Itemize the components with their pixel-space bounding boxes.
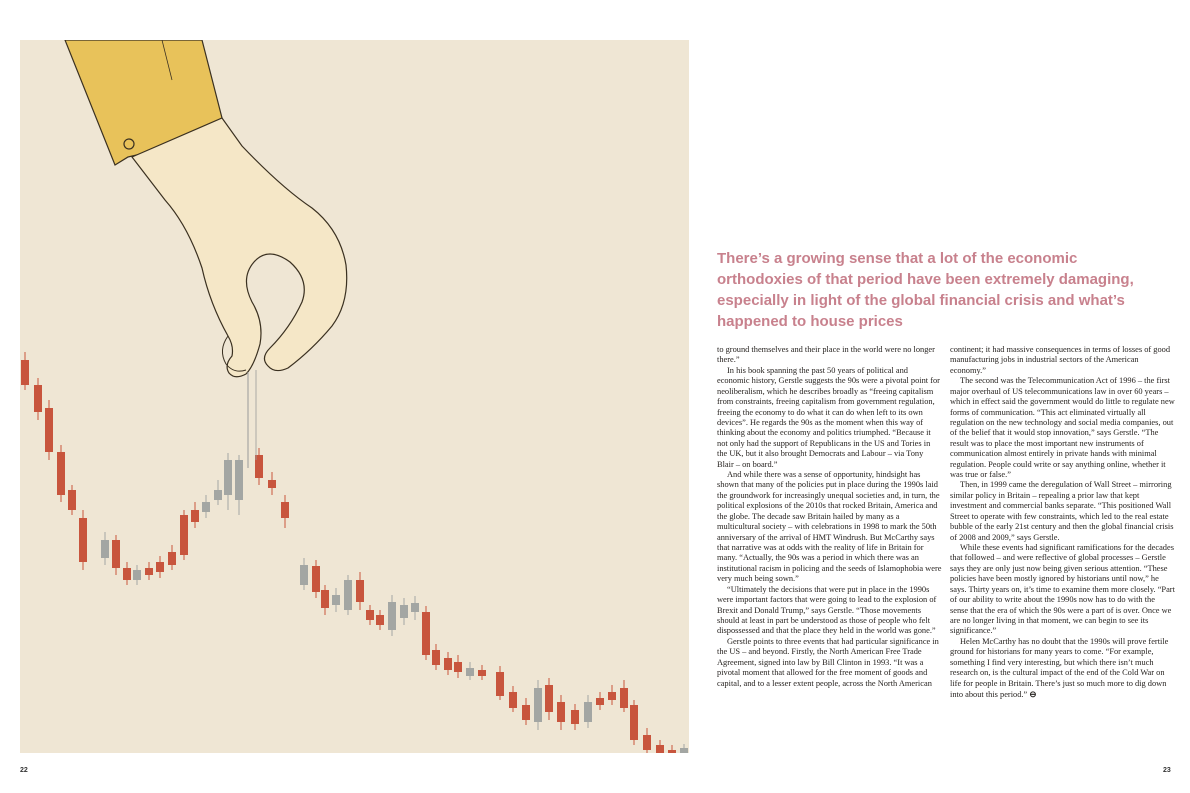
candle-down — [191, 510, 199, 522]
candle-up — [400, 605, 408, 618]
candle-down — [668, 750, 676, 753]
candle-down — [444, 658, 452, 670]
candle-down — [496, 672, 504, 696]
candle-up — [101, 540, 109, 558]
candle-down — [630, 705, 638, 740]
candle-down — [478, 670, 486, 676]
candle-down — [376, 615, 384, 625]
paragraph: “Ultimately the decisions that were put in place in the 1990s were important factors that were going to lead to the explosion of Brexit and Donald Trump,” says Gerstle. “Those movements should at least in part be understood as those of people who felt dispossessed and that the place they held in the world was gone.” — [717, 584, 937, 636]
paragraph: While these events had significant ramifications for the decades that followed – and were reflective of global processes – Gerstle says they are only just now being given serious attention. “These policies have been mostly ignored by historians until now,” he says. Thirty years on, it’s time to examine them more closely. “Part of our ability to write about the 1990s now has to do with the sense that the era of which the 90s were a part of is over. Once we are no longer living in that moment, we can begin to see its significance.” — [950, 543, 1175, 636]
candle-up — [202, 502, 210, 512]
candle-down — [21, 360, 29, 385]
candle-down — [168, 552, 176, 565]
paragraph: In his book spanning the past 50 years of political and economic history, Gerstle suggests the 90s were a pivotal point for neoliberalism, which he describes broadly as “freeing capitalism from constraints, freeing capitalism from government regulation, freeing the economy to do what it can do when left to its own devices”. He regards the 90s as the moment when this way of thinking about the economy and politics triumphed. “Because it not only had the support of Republicans in the US and Tories in the UK, but it also brought Democrats and Labour – via Tony Blair – on board.” — [717, 365, 940, 469]
candle-down — [608, 692, 616, 700]
candle-down — [432, 650, 440, 665]
paragraph: Gerstle points to three events that had particular significance in the US – and beyond. Firstly, the North American Free Trade Agreement, signed into law by Bill Clinton in 1993. “It was a pivotal moment that allowed for the free moment of goods and capital, and to a lesser extent people, across the North American — [717, 636, 939, 688]
candle-up — [388, 602, 396, 630]
paragraph — [950, 637, 1175, 701]
paragraph: Then, in 1999 came the deregulation of Wall Street – mirroring similar policy in Britain – repealing a prior law that kept investment and commercial banks separate. “This positioned Wall Street to operate with few constraints, which led to the real estate bubble of the early 21st century and then the global financial crisis of 2008 and 2009,” says Gerstle. — [950, 480, 1174, 542]
candle-down — [180, 515, 188, 555]
candle-down — [356, 580, 364, 602]
candle-down — [34, 385, 42, 412]
paragraph: continent; it had massive consequences in terms of losses of good manufacturing jobs in industrial sectors of the American economy.” — [950, 345, 1171, 375]
candle-up — [584, 702, 592, 722]
candle-down — [312, 566, 320, 592]
candle-down — [454, 662, 462, 672]
candle-down — [45, 408, 53, 452]
candle-down — [596, 698, 604, 705]
candle-down — [68, 490, 76, 510]
page-number-left: 22 — [20, 767, 28, 774]
article-column-1 — [717, 345, 942, 689]
hand-illustration — [65, 40, 347, 468]
candle-up — [534, 688, 542, 722]
candle-down — [321, 590, 329, 608]
candle-down — [156, 562, 164, 572]
candle-down — [366, 610, 374, 620]
candle-up — [235, 460, 243, 500]
hand-shape — [132, 118, 347, 377]
candle-up — [332, 595, 340, 605]
candle-up — [300, 565, 308, 585]
pull-quote: There’s a growing sense that a lot of the economic orthodoxies of that period have been extremely damaging, especially in light of the global financial crisis and what’s happened to house prices — [717, 250, 1134, 330]
candle-down — [112, 540, 120, 568]
paragraph-text: Helen McCarthy has no doubt that the 1990s will prove fertile ground for historians for many years to come. “For example, something I find very interesting, but which there isn’t much research on, is the cultural impact of the end of the Cold War on life for people in Britain. There’s just so much more to dig down into about this period.” — [950, 636, 1169, 699]
candle-up — [411, 603, 419, 612]
candle-up — [680, 748, 688, 753]
candle-down — [422, 612, 430, 655]
candlestick-illustration — [20, 40, 689, 753]
candle-up — [133, 570, 141, 580]
candle-down — [620, 688, 628, 708]
illustration — [20, 40, 689, 753]
candle-up — [466, 668, 474, 676]
candle-down — [522, 705, 530, 720]
candle-down — [643, 735, 651, 750]
paragraph: The second was the Telecommunication Act of 1996 – the first major overhaul of US telecommunications law in over 60 years – which in effect said the government would do little to regulate new forms of communication. “This act eliminated virtually all regulation on the new technology and social media companies, out of the belief that it would stop innovation,” says Gerstle. “The result was to place the most important new instruments of communication almost entirely in private hands with minimal regulation. People could write or say anything online, whether it was true or false.” — [950, 376, 1175, 480]
candle-down — [281, 502, 289, 518]
candle-down — [656, 745, 664, 753]
candle-up — [224, 460, 232, 495]
paragraph: And while there was a sense of opportunity, hindsight has shown that many of the policies put in place during the 1990s laid the groundwork for increasingly unequal societies and, in turn, the political explosions of the 2010s that rocked Britain, America and the globe. The decade saw Britain hailed by many as a multicultural society – with celebrations in 1998 to mark the 50th anniversary of the arrival of HMT Windrush. But McCarthy says that narrative was at odds with the reality of life in Britain for many. “Actually, the 90s was a period in which there was an institutional racism in policing and the seeds of Islamophobia were very much being sown.” — [717, 470, 942, 584]
article-column-2 — [950, 345, 1175, 700]
candle-down — [123, 568, 131, 580]
candle-down — [545, 685, 553, 712]
paragraph: to ground themselves and their place in the world were no longer there.” — [717, 345, 935, 365]
candle-down — [557, 702, 565, 722]
candle-down — [571, 710, 579, 724]
candle-down — [57, 452, 65, 495]
candle-down — [79, 518, 87, 562]
candle-down — [509, 692, 517, 708]
candle-down — [268, 480, 276, 488]
candle-up — [214, 490, 222, 500]
page-number-right: 23 — [1163, 767, 1171, 774]
candle-down — [145, 568, 153, 575]
candle-up — [344, 580, 352, 610]
end-mark-icon: ⊖ — [1029, 688, 1037, 699]
